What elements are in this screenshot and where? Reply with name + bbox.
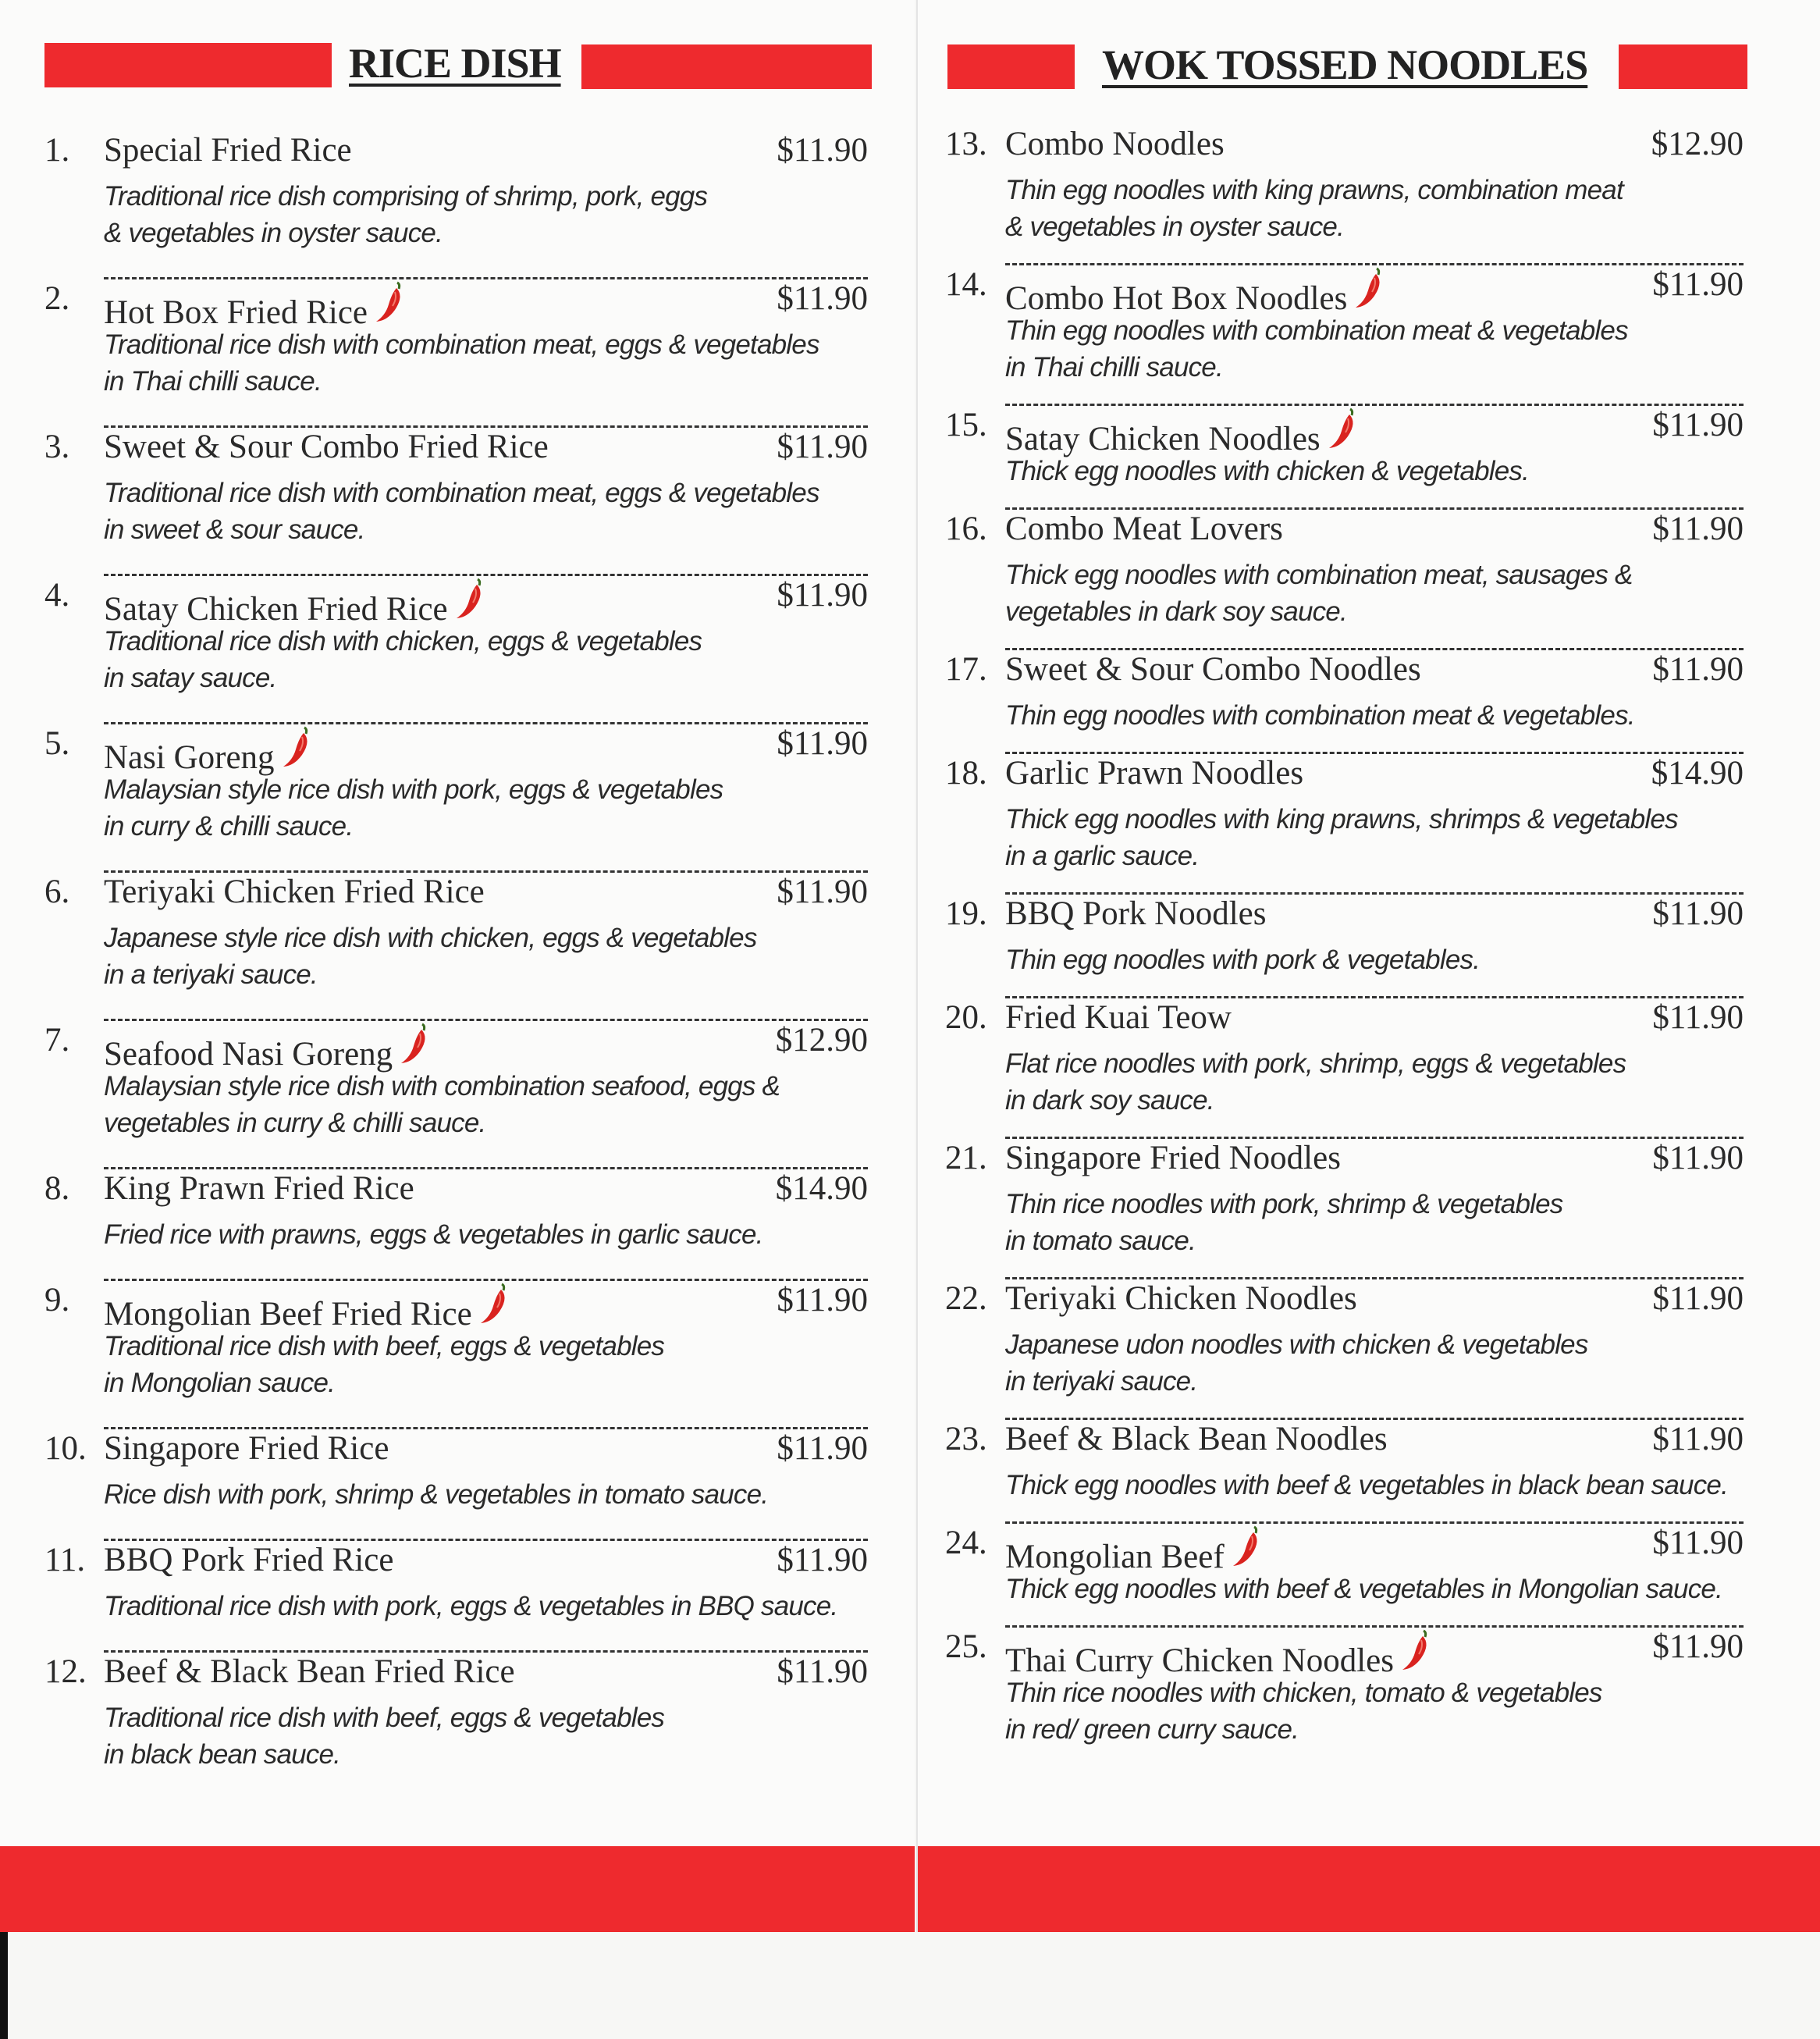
chili-pepper-icon [399,1021,430,1065]
item-price: $11.90 [777,1430,868,1467]
item-number: 3. [44,429,70,465]
item-name: Singapore Fried Rice [104,1430,389,1467]
chili-pepper-icon [478,1281,510,1325]
item-name: BBQ Pork Noodles [1005,895,1267,932]
item-price: $11.90 [777,1542,868,1578]
item-price: $11.90 [777,132,868,169]
item-description: & vegetables in oyster sauce. [1005,212,1345,242]
item-description: Thin egg noodles with king prawns, combination meat [1005,175,1623,205]
item-number: 19. [945,895,987,932]
item-description: Flat rice noodles with pork, shrimp, eggs & vegetables [1005,1048,1626,1079]
chili-pepper-icon [1400,1628,1431,1671]
item-description: in a garlic sauce. [1005,841,1200,871]
item-description: in curry & chilli sauce. [104,811,354,842]
item-name: Thai Curry Chicken Noodles [1005,1642,1394,1679]
item-number: 6. [44,874,70,910]
item-price: $11.90 [1652,651,1744,688]
item-price: $11.90 [1652,1421,1744,1457]
item-price: $11.90 [1652,1628,1744,1665]
item-name: Garlic Prawn Noodles [1005,755,1304,792]
item-number: 14. [945,266,987,303]
item-description: in a teriyaki sauce. [104,959,318,990]
chili-pepper-icon [374,279,405,323]
header-bar-right [1619,44,1747,89]
item-description: Thick egg noodles with king prawns, shrimps & vegetables [1005,804,1678,834]
footer-band-left [0,1846,915,1932]
menu-item [44,1021,868,1169]
menu-item [945,1628,1744,1768]
item-description: in black bean sauce. [104,1739,341,1770]
menu-item [945,998,1744,1139]
item-name: Sweet & Sour Combo Noodles [1005,651,1421,688]
menu-item [44,1169,868,1281]
item-name: Mongolian Beef [1005,1539,1225,1575]
header-bar-left [947,44,1075,89]
item-description: Traditional rice dish with beef, eggs & vegetables [104,1703,665,1733]
item-description: Thin egg noodles with pork & vegetables. [1005,945,1481,975]
menu-item [44,1653,868,1801]
footer-band-right [918,1846,1820,1932]
menu-item [945,1420,1744,1524]
item-name: King Prawn Fried Rice [104,1170,414,1207]
item-description: in Mongolian sauce. [104,1368,336,1398]
header-bar-right [581,44,872,89]
item-description: in red/ green curry sauce. [1005,1714,1299,1745]
item-description: Rice dish with pork, shrimp & vegetables in tomato sauce. [104,1479,769,1510]
item-description: in Thai chilli sauce. [1005,352,1223,383]
item-name: Mongolian Beef Fried Rice [104,1296,472,1333]
noodles-panel [916,0,1820,1932]
item-description: in Thai chilli sauce. [104,366,322,397]
chili-pepper-icon [454,576,485,620]
item-number: 10. [44,1430,87,1467]
item-name: Teriyaki Chicken Noodles [1005,1280,1357,1317]
item-number: 2. [44,280,70,317]
item-number: 1. [44,132,70,169]
menu-item [945,265,1744,406]
item-number: 9. [44,1282,70,1318]
item-name: Nasi Goreng [104,739,275,776]
item-description: Malaysian style rice dish with pork, eggs & vegetables [104,774,723,805]
item-description: Thin rice noodles with pork, shrimp & vegetables [1005,1189,1563,1219]
item-price: $11.90 [1652,895,1744,932]
item-name: Satay Chicken Noodles [1005,421,1321,457]
item-description: Malaysian style rice dish with combination seafood, eggs & [104,1071,780,1101]
chili-pepper-icon [281,724,312,768]
item-name: Teriyaki Chicken Fried Rice [104,874,485,910]
rice-dish-list [44,131,868,1801]
header-bar-left [44,43,332,87]
item-price: $11.90 [1652,999,1744,1036]
item-number: 5. [44,725,70,762]
menu-item [945,650,1744,754]
item-description: in dark soy sauce. [1005,1085,1214,1116]
item-number: 8. [44,1170,70,1207]
item-name: Beef & Black Bean Noodles [1005,1421,1388,1457]
item-description: Traditional rice dish with chicken, eggs & vegetables [104,626,702,657]
item-number: 21. [945,1140,987,1176]
item-number: 16. [945,511,987,547]
menu-item [945,1524,1744,1628]
item-description: Thin egg noodles with combination meat & vegetables. [1005,700,1635,731]
item-price: $11.90 [1652,407,1744,443]
menu-item [44,576,868,724]
item-number: 24. [945,1525,987,1561]
item-description: & vegetables in oyster sauce. [104,218,443,248]
item-name: Combo Noodles [1005,126,1225,162]
item-number: 12. [44,1653,87,1690]
menu-item [44,1541,868,1653]
item-name: Special Fried Rice [104,132,352,169]
rice-dish-panel [0,0,915,1932]
menu-item [945,754,1744,895]
item-name: Combo Hot Box Noodles [1005,280,1348,317]
item-name: Sweet & Sour Combo Fried Rice [104,429,549,465]
section-title-rice-dish: RICE DISH [349,40,561,87]
item-number: 11. [44,1542,86,1578]
item-description: Traditional rice dish comprising of shrimp, pork, eggs [104,181,708,212]
chili-pepper-icon [1353,265,1385,309]
item-name: Singapore Fried Noodles [1005,1140,1341,1176]
item-price: $11.90 [777,280,868,317]
item-number: 22. [945,1280,987,1317]
menu-item [945,895,1744,998]
menu-item [44,279,868,428]
chili-pepper-icon [1231,1524,1262,1568]
item-number: 25. [945,1628,987,1665]
menu-item [44,1281,868,1429]
item-description: in teriyaki sauce. [1005,1366,1198,1397]
item-description: in tomato sauce. [1005,1226,1196,1256]
item-description: vegetables in curry & chilli sauce. [104,1108,486,1138]
item-name: Satay Chicken Fried Rice [104,591,448,628]
item-name: Fried Kuai Teow [1005,999,1232,1036]
item-price: $11.90 [1652,1280,1744,1317]
item-price: $11.90 [777,577,868,614]
item-price: $11.90 [1652,1525,1744,1561]
item-number: 13. [945,126,987,162]
item-number: 7. [44,1022,70,1059]
item-description: Traditional rice dish with combination meat, eggs & vegetables [104,478,819,508]
item-description: Thin rice noodles with chicken, tomato & vegetables [1005,1678,1602,1708]
item-number: 23. [945,1421,987,1457]
item-name: Combo Meat Lovers [1005,511,1283,547]
item-price: $11.90 [777,1653,868,1690]
item-price: $14.90 [775,1170,868,1207]
item-price: $11.90 [1652,1140,1744,1176]
item-price: $11.90 [777,725,868,762]
item-price: $11.90 [777,874,868,910]
item-description: Thick egg noodles with chicken & vegetables. [1005,456,1530,486]
item-description: Japanese style rice dish with chicken, eggs & vegetables [104,923,757,953]
menu-item [945,510,1744,650]
item-price: $11.90 [777,429,868,465]
menu-item [44,724,868,873]
item-description: Thick egg noodles with beef & vegetables in black bean sauce. [1005,1470,1728,1500]
item-number: 17. [945,651,987,688]
item-description: Thick egg noodles with combination meat, sausages & [1005,560,1633,590]
item-description: Traditional rice dish with beef, eggs & vegetables [104,1331,665,1361]
item-price: $12.90 [775,1022,868,1059]
item-number: 15. [945,407,987,443]
menu-item [44,428,868,576]
item-number: 18. [945,755,987,792]
menu-item [945,1279,1744,1420]
item-description: in satay sauce. [104,663,277,693]
item-number: 4. [44,577,70,614]
noodles-list [945,125,1744,1768]
item-price: $12.90 [1651,126,1744,162]
item-price: $11.90 [1652,266,1744,303]
item-name: Hot Box Fried Rice [104,294,368,331]
item-description: Traditional rice dish with combination meat, eggs & vegetables [104,329,819,360]
menu-item [44,131,868,279]
menu-item [44,873,868,1021]
menu-item [945,125,1744,265]
section-title-wok-tossed-noodles: WOK TOSSED NOODLES [1102,41,1588,88]
item-description: Traditional rice dish with pork, eggs & vegetables in BBQ sauce. [104,1591,838,1621]
menu-item [945,406,1744,510]
item-description: Fried rice with prawns, eggs & vegetables in garlic sauce. [104,1219,763,1250]
item-name: Beef & Black Bean Fried Rice [104,1653,515,1690]
scan-edge [0,1932,8,2039]
item-description: vegetables in dark soy sauce. [1005,596,1347,627]
item-name: BBQ Pork Fried Rice [104,1542,394,1578]
item-description: Japanese udon noodles with chicken & vegetables [1005,1329,1588,1360]
menu-item [44,1429,868,1541]
item-name: Seafood Nasi Goreng [104,1036,393,1073]
item-description: Thin egg noodles with combination meat & vegetables [1005,315,1628,346]
item-description: Thick egg noodles with beef & vegetables in Mongolian sauce. [1005,1574,1722,1604]
item-price: $11.90 [1652,511,1744,547]
item-description: in sweet & sour sauce. [104,514,365,545]
menu-item [945,1139,1744,1279]
item-price: $11.90 [777,1282,868,1318]
chili-pepper-icon [1327,406,1358,450]
item-price: $14.90 [1651,755,1744,792]
item-number: 20. [945,999,987,1036]
